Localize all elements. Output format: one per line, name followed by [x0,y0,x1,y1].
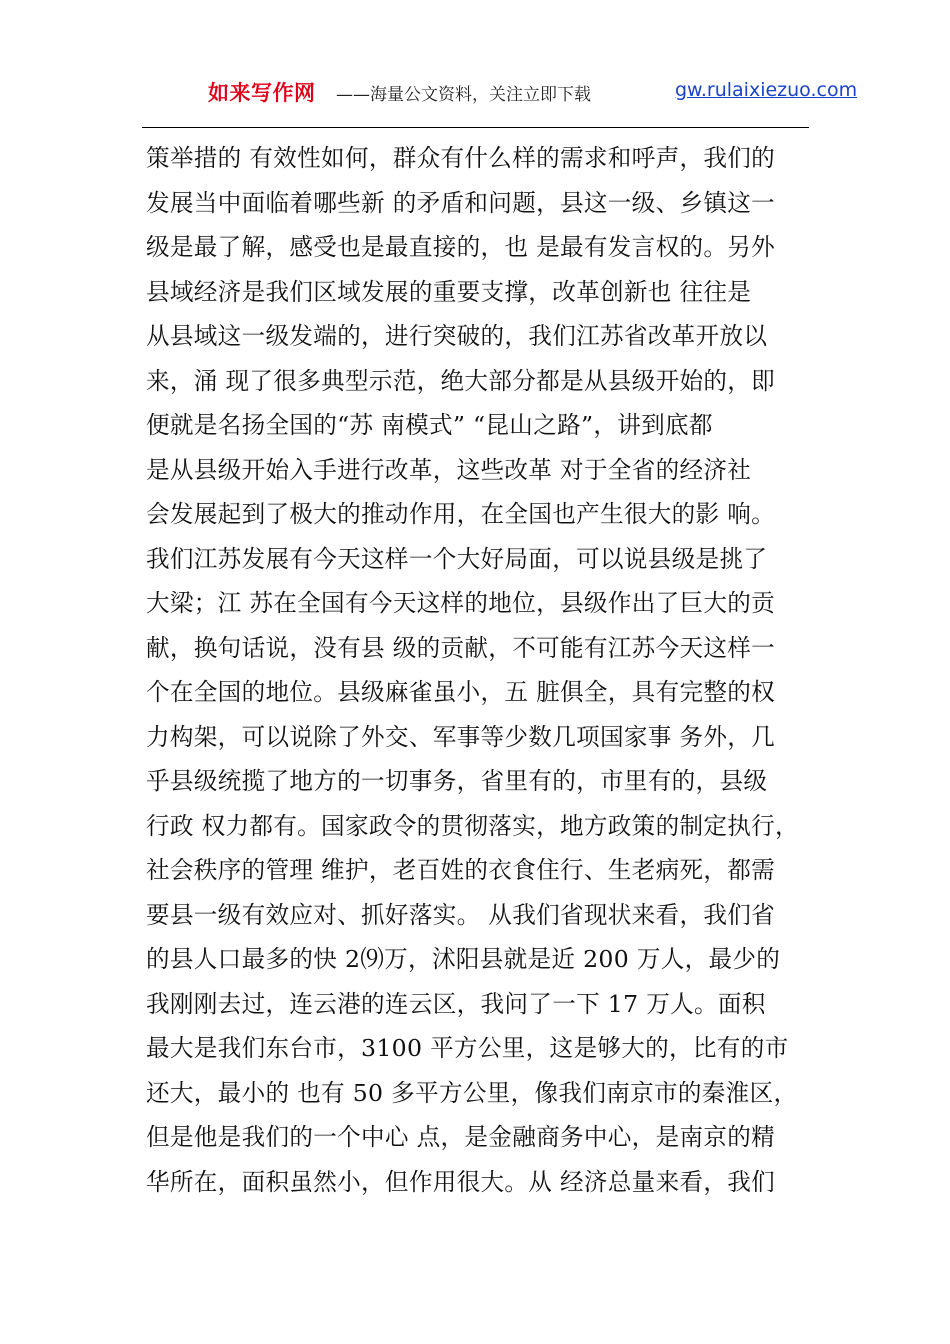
text-line: 华所在，面积虽然小，但作用很大。从 经济总量来看，我们 [146,1167,776,1196]
text-line: 我们江苏发展有今天这样一个大好局面，可以说县级是挑了 [146,544,768,573]
text-line: 是从县级开始入手进行改革，这些改革 对于全省的经济社 [146,455,752,484]
text-line: 还大，最小的 也有 50 多平方公里，像我们南京市的秦淮区， [146,1078,798,1107]
text-line: 力构架，可以说除了外交、军事等少数几项国家事 务外，几 [146,722,776,751]
text-line: 的县人口最多的快 2⑼万，沭阳县就是近 200 万人，最少的 [146,945,781,973]
text-line: 最大是我们东台市，3100 平方公里，这是够大的，比有的市 [146,1034,789,1062]
text-line: 县域经济是我们区域发展的重要支撑，改革创新也 往往是 [146,277,752,306]
header-divider [142,127,809,128]
text-line: 乎县级统揽了地方的一切事务，省里有的，市里有的，县级 [146,767,768,795]
text-line: 大梁；江 苏在全国有今天这样的地位，县级作出了巨大的贡 [146,589,776,617]
text-line: 行政 权力都有。国家政令的贯彻落实，地方政策的制定执行， [146,811,799,840]
text-line: 要县一级有效应对、抓好落实。 从我们省现状来看，我们省 [146,900,776,929]
text-line: 个在全国的地位。县级麻雀虽小，五 脏俱全，具有完整的权 [146,678,776,706]
brand-name: 如来写作网 [208,81,316,105]
text-line: 会发展起到了极大的推动作用，在全国也产生很大的影 响。 [146,500,776,528]
text-line: 但是他是我们的一个中心 点，是金融商务中心，是南京的精 [146,1123,776,1151]
text-line: 社会秩序的管理 维护，老百姓的衣食住行、生老病死，都需 [146,856,776,884]
text-line: 发展当中面临着哪些新 的矛盾和问题，县这一级、乡镇这一 [146,188,776,217]
text-line: 便就是名扬全国的“苏 南模式” “昆山之路”，讲到底都 [146,411,713,439]
text-line: 级是最了解，感受也是最直接的，也 是最有发言权的。另外 [146,233,776,261]
header-tagline: ——海量公文资料，关注立即下载 [336,85,591,105]
page-header [0,0,950,130]
text-line: 我刚刚去过，连云港的连云区，我问了一下 17 万人。面积 [146,989,766,1018]
site-link[interactable]: gw.rulaixiezuo.com [675,79,858,101]
document-body [146,141,814,1209]
text-line: 来，涌 现了很多典型示范，绝大部分都是从县级开始的，即 [146,366,776,395]
text-line: 策举措的 有效性如何，群众有什么样的需求和呼声，我们的 [146,144,776,172]
text-line: 献，换句话说，没有县 级的贡献，不可能有江苏今天这样一 [146,633,776,662]
text-line: 从县域这一级发端的，进行突破的，我们江苏省改革开放以 [146,322,768,350]
